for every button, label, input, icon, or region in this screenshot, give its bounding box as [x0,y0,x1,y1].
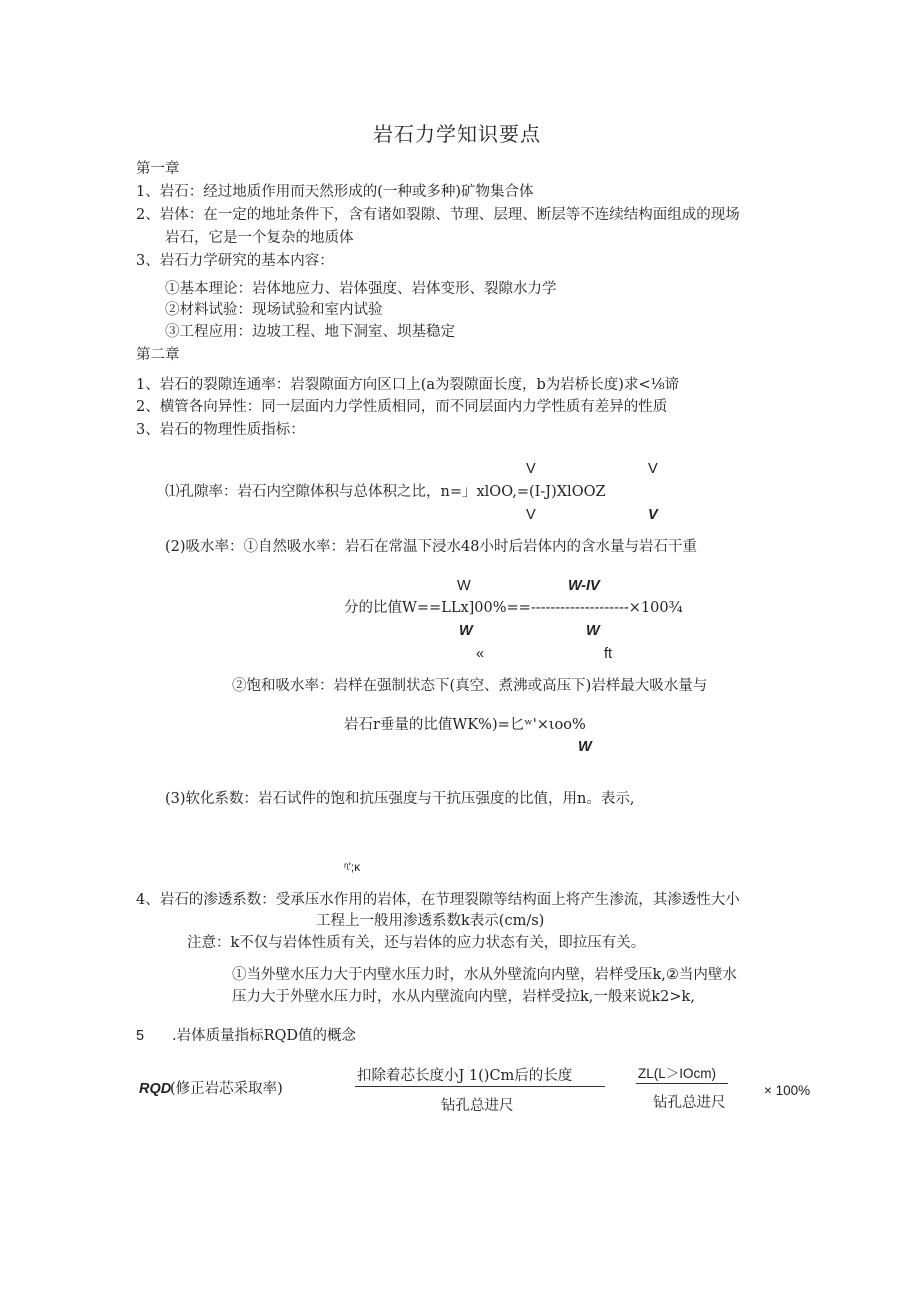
ch1-sub-1: ①基本理论：岩体地应力、岩体强度、岩体变形、裂隙水力学 [165,281,557,297]
rqd-label: RQD [139,1081,172,1097]
note-detail-line1: ①当外壁水压力大于内壁水压力时，水从外壁流向内壁，岩样受压k,②当内壁水 [232,967,737,983]
absorption-top-w2: W-IV [568,578,600,594]
absorption-bottom-w1: W [459,623,473,639]
ch1-item-1: 1、岩石：经过地质作用而天然形成的(一种或多种)矿物集合体 [136,184,534,200]
saturated-absorption-w: W [578,739,592,755]
rqd-label-description: (修正岩芯采取率) [170,1081,283,1097]
rqd-numerator-2: ZL(L＞IOcm) [638,1066,717,1081]
rqd-denominator-2: 钻孔总进尺 [653,1095,726,1111]
page-title: 岩石力学知识要点 [373,122,541,146]
note-detail-line2: 压力大于外壁水压力时，水从内壁流向内壁，岩样受拉k,一般来说k2>k, [232,989,695,1005]
rqd-fraction-line-2 [636,1083,728,1084]
absorption-text: (2)吸水率：①自然吸水率：岩石在常温下浸水48小时后岩体内的含水量与岩石干重 [165,539,697,555]
chapter-2-heading: 第二章 [136,347,180,363]
softening-formula: ᶯ';κ [344,860,361,874]
ch1-sub-3: ③工程应用：边坡工程、地下洞室、坝基稳定 [165,324,455,340]
ch2-item-4-line2: 工程上一般用渗透系数k表示(cm∕s) [316,913,545,929]
porosity-text: ⑴孔隙率：岩石内空隙体积与总体积之比，n=」xlOO,=(I-J)XlOOZ [165,484,606,500]
ch2-item-2: 2、横管各向异性：同一层面内力学性质相同，而不同层面内力学性质有差异的性质 [136,399,668,415]
rqd-fraction-line-1 [355,1086,605,1087]
saturated-absorption-text: ②饱和吸水率：岩样在强制状态下(真空、煮沸或高压下)岩样最大吸水量与 [232,678,708,694]
absorption-top-w1: W [457,578,471,594]
ch1-item-2-line2: 岩石，它是一个复杂的地质体 [165,230,354,246]
chapter-1-heading: 第一章 [136,161,180,177]
ch2-item-3: 3、岩石的物理性质指标： [136,422,305,438]
ch1-sub-2: ②材料试验：现场试验和室内试验 [165,302,383,318]
absorption-formula: 分的比值W==LLx]00%==--------------------×100¾ [344,600,683,616]
rqd-denominator-1: 钻孔总进尺 [441,1098,514,1114]
porosity-top-v1: V [526,461,536,477]
absorption-bottom-w2: W [586,623,600,639]
softening-text: (3)软化系数：岩石试件的饱和抗压强度与干抗压强度的比值，用n。表示, [165,791,635,807]
absorption-symbol-1: « [476,646,485,662]
rqd-multiplier: × 100% [764,1083,811,1098]
ch2-item-4-line1: 4、岩石的渗透系数：受承压水作用的岩体，在节理裂隙等结构面上将产生渗流，其渗透性大小 [136,892,740,908]
ch1-item-3: 3、岩石力学研究的基本内容： [136,253,334,269]
rqd-numerator-1: 扣除着芯长度小J 1()Cm后的长度 [357,1068,573,1084]
ch2-item-5-number: 5 [136,1028,145,1044]
note-text: 注意：k不仅与岩体性质有关，还与岩体的应力状态有关，即拉压有关。 [187,935,646,951]
ch2-item-5: .岩体质量指标RQD值的概念 [172,1028,357,1044]
absorption-symbol-2: ft [604,646,613,662]
porosity-bottom-v1: V [526,507,536,523]
porosity-bottom-v2: V [648,507,658,523]
saturated-absorption-formula: 岩石r垂量的比值WK%)=匕ʷ'×ιoo% [344,717,586,733]
porosity-top-v2: V [648,461,658,477]
ch2-item-1: 1、岩石的裂隙连通率：岩裂隙面方向区口上(a为裂隙面长度，b为岩桥长度)求<⅛谛 [136,377,680,393]
ch1-item-2-line1: 2、岩体：在一定的地址条件下，含有诸如裂隙、节理、层理、断层等不连续结构面组成的现场 [136,207,740,223]
